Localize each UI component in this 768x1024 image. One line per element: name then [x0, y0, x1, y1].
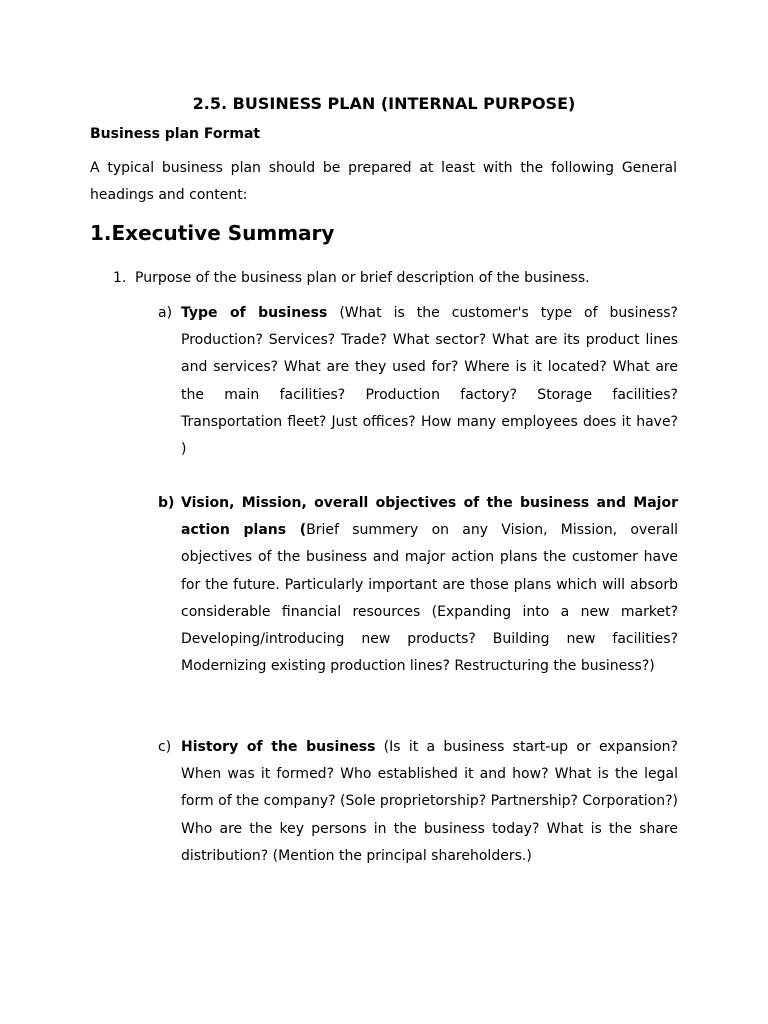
list-item-text: Purpose of the business plan or brief description of the business. — [135, 270, 590, 286]
subitem-text: Brief summery on any Vision, Mission, overall objectives of the business and major action plans the customer have for the future. Particularly important are those plans which will absorb considerable financial resources (Expanding into a new market? Developing/introducing new products? Building new facilities? Modernizing existing production lines? Restructuring the business?) — [181, 522, 678, 675]
subitem-marker: a) — [158, 305, 173, 321]
numbered-list-item — [113, 266, 678, 290]
subitem-heading: Type of business — [181, 305, 328, 321]
subitem-history — [158, 734, 678, 870]
subitem-heading: Vision, Mission, overall objectives of the business and Major action plans ( — [181, 495, 678, 539]
subitem-body — [181, 734, 678, 870]
subitem-heading: History of the business — [181, 739, 376, 755]
subitem-body — [181, 490, 678, 680]
subitem-type-of-business — [158, 300, 678, 463]
subitem-vision-mission — [158, 490, 678, 680]
subitem-text: (What is the customer's type of business? Production? Services? Trade? What sector? What are its product lines and services? What are they used for? Where is it located? What are the main facilities? Production factory? Storage facilities? Transportation fleet? Just offices? How many employees does it have? ) — [181, 305, 678, 458]
list-marker: 1. — [113, 270, 127, 286]
document-subtitle: Business plan Format — [90, 126, 261, 142]
section-heading: 1.Executive Summary — [90, 221, 335, 245]
subitem-marker: c) — [158, 739, 172, 755]
intro-paragraph: A typical business plan should be prepared at least with the following General headings and content: — [90, 160, 677, 204]
document-title: 2.5. BUSINESS PLAN (INTERNAL PURPOSE) — [192, 94, 576, 113]
subitem-marker: b) — [158, 495, 175, 511]
subitem-body — [181, 300, 678, 463]
subitem-text: (Is it a business start-up or expansion? When was it formed? Who established it and how? What is the legal form of the company? (Sole proprietorship? Partnership? Corporation?) Who are the key persons in the business today? What is the share distribution? (Mention the principal shareholders.) — [181, 739, 678, 864]
